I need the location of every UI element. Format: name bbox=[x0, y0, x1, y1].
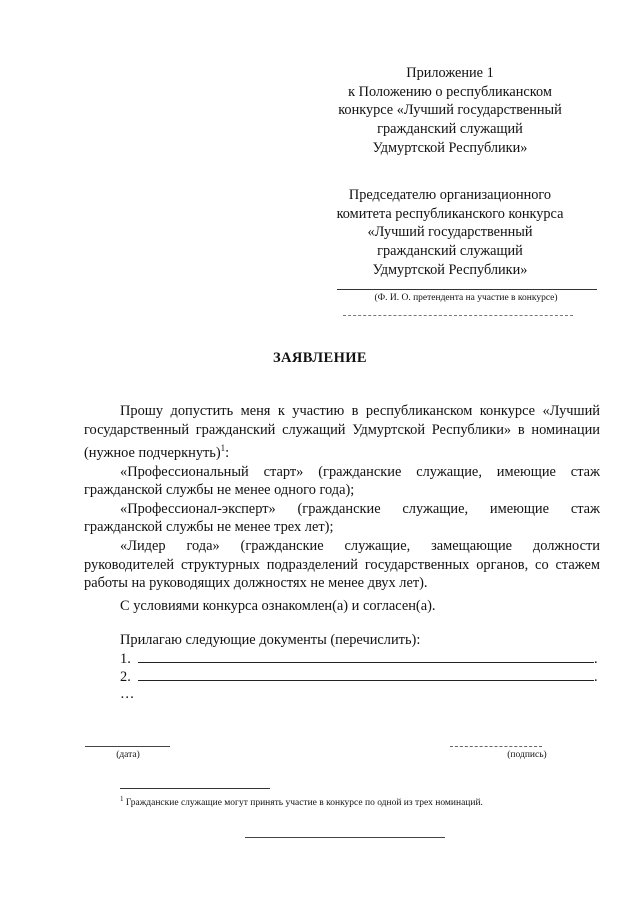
addressee-line: Председателю организационного bbox=[348, 187, 552, 203]
intro-text: Прошу допустить меня к участию в республиканском конкурсе «Лучший государственный гражданский служащий Удмуртской Республики» в номинации (нужное подчеркнуть) bbox=[84, 403, 600, 461]
appendix-line: конкурсе «Лучший государственный bbox=[338, 102, 562, 119]
appendix-line: Удмуртской Республики» bbox=[372, 139, 528, 156]
document-title: ЗАЯВЛЕНИЕ bbox=[272, 350, 368, 366]
nomination-item: «Профессиональный старт» (гражданские служащие, имеющие стаж гражданской службы не менее одного года); bbox=[84, 463, 600, 499]
document-item bbox=[120, 667, 600, 686]
addressee-line: Удмуртской Республики» bbox=[372, 261, 528, 278]
addressee-line: комитета республиканского конкурса bbox=[336, 205, 564, 222]
consent-statement: С условиями конкурса ознакомлен(а) и согласен(а). bbox=[120, 598, 436, 614]
document-item bbox=[120, 649, 600, 668]
document-item-more bbox=[120, 685, 600, 704]
appendix-header bbox=[325, 64, 575, 158]
signature-field-line bbox=[450, 746, 542, 747]
addressee-line: гражданский служащий bbox=[377, 243, 523, 260]
footnote-mark: 1 bbox=[120, 795, 124, 803]
footnote-text: Гражданские служащие могут принять участие в конкурсе по одной из трех номинаций. bbox=[123, 798, 483, 809]
document-item-end: . bbox=[594, 651, 598, 667]
intro-colon: : bbox=[225, 444, 230, 461]
addressee-line: «Лучший государственный bbox=[367, 224, 533, 241]
fio-field-line bbox=[337, 289, 597, 290]
signature-caption: (подпись) bbox=[507, 750, 547, 760]
bottom-rule bbox=[245, 837, 445, 838]
footnote-separator bbox=[120, 788, 270, 789]
date-field-line bbox=[85, 746, 170, 747]
appendix-line: к Положению о республиканском bbox=[348, 83, 552, 100]
document-item-number: 2. bbox=[120, 669, 131, 685]
documents-title: Прилагаю следующие документы (перечислить): bbox=[120, 632, 421, 648]
application-body bbox=[84, 402, 600, 593]
appendix-line: Приложение 1 bbox=[406, 65, 494, 81]
appendix-line: гражданский служащий bbox=[377, 121, 523, 138]
footnote bbox=[120, 793, 600, 809]
document-more-ellipsis: … bbox=[120, 686, 135, 702]
document-item-line bbox=[138, 667, 594, 681]
nomination-item: «Профессионал-эксперт» (гражданские служащие, имеющие стаж гражданской службы не менее трех лет); bbox=[84, 500, 600, 536]
intro-paragraph bbox=[84, 402, 600, 463]
fio-field-line-2 bbox=[343, 315, 573, 316]
document-item-number: 1. bbox=[120, 651, 131, 667]
document-item-line bbox=[138, 649, 594, 663]
addressee-block bbox=[325, 186, 575, 280]
nomination-item: «Лидер года» (гражданские служащие, замещающие должности руководителей структурных подразделений государственных органов, со стажем работы на руководящих должностях не менее двух лет). bbox=[84, 537, 600, 592]
footnote-ref: 1 bbox=[220, 443, 226, 454]
date-caption: (дата) bbox=[116, 750, 140, 760]
document-item-end: . bbox=[594, 669, 598, 685]
fio-caption: (Ф. И. О. претендента на участие в конкурсе) bbox=[374, 293, 558, 303]
